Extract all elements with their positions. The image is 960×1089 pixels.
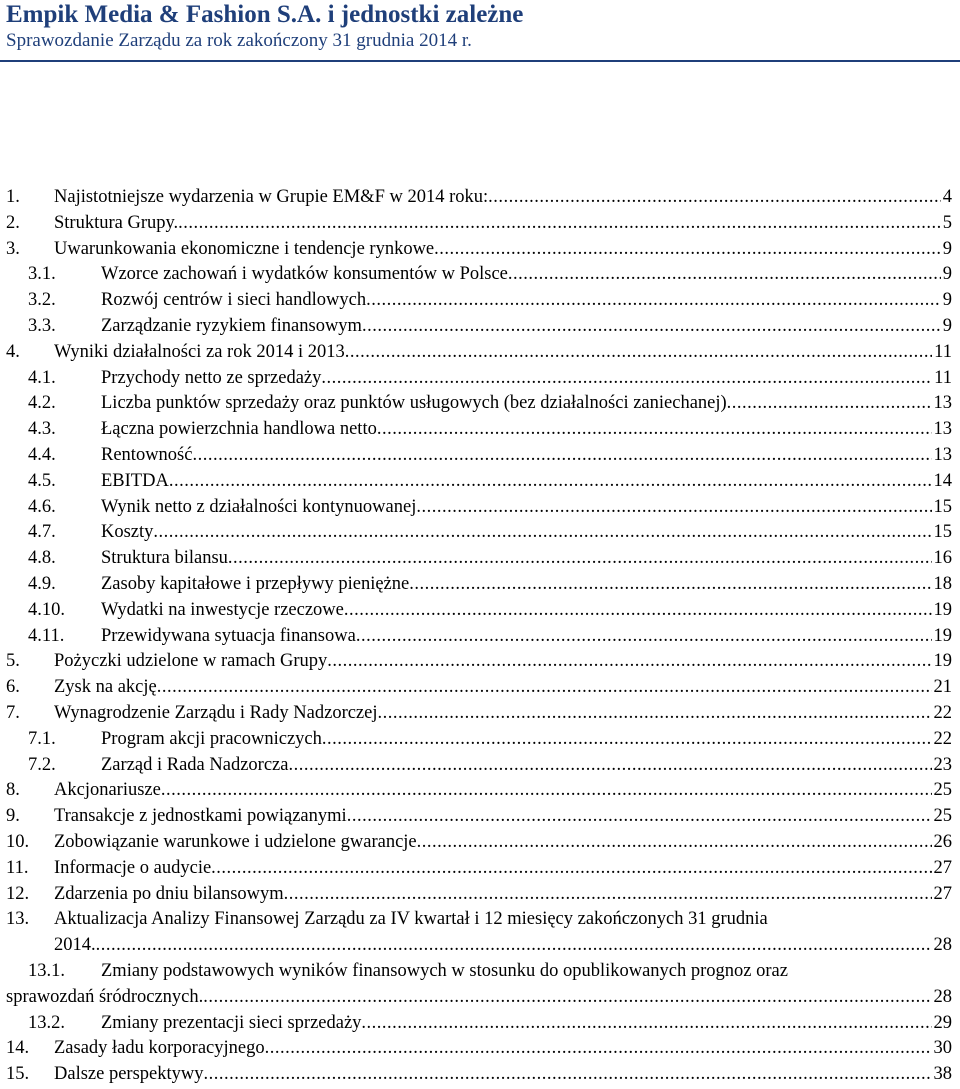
toc-entry-page: 15 — [933, 496, 952, 517]
toc-entry-title: Przewidywana sytuacja finansowa — [101, 625, 356, 646]
toc-entry-row — [6, 985, 952, 1011]
toc-entry-row — [101, 572, 952, 598]
toc-entry[interactable] — [0, 443, 960, 469]
toc-entry-number: 3. — [6, 238, 20, 259]
toc-entry[interactable] — [0, 1062, 960, 1088]
toc-entry-page: 9 — [942, 264, 952, 285]
toc-entry-number: 10. — [6, 831, 30, 852]
toc-entry-number: 3.1. — [28, 264, 56, 285]
toc-entry-number: 1. — [6, 187, 20, 207]
toc-entry-row — [54, 804, 952, 830]
toc-leader-dots — [378, 701, 932, 727]
toc-entry-number: 7.1. — [28, 728, 56, 749]
toc-leader-dots — [178, 211, 941, 237]
toc-entry-title: Transakcje z jednostkami powiązanymi — [54, 806, 347, 827]
toc-leader-dots — [434, 237, 941, 263]
toc-entry-row — [101, 443, 952, 469]
toc-entry-title: EBITDA — [101, 470, 169, 491]
toc-entry-row — [54, 1062, 952, 1088]
toc-entry-row — [54, 1036, 952, 1062]
toc-entry[interactable] — [0, 546, 960, 572]
toc-entry-page: 38 — [933, 1064, 952, 1085]
toc-leader-dots — [211, 856, 931, 882]
toc-entry-page: 16 — [933, 548, 952, 569]
toc-entry-row — [54, 649, 952, 675]
toc-entry[interactable] — [0, 520, 960, 546]
toc-entry-page: 28 — [933, 986, 952, 1007]
toc-leader-dots — [508, 262, 941, 288]
toc-leader-dots — [204, 1062, 932, 1088]
toc-entry-page: 27 — [933, 857, 952, 878]
toc-entry-page: 11 — [934, 367, 952, 388]
toc-leader-dots — [288, 753, 931, 779]
toc-entry-title-continued: 2014. — [54, 935, 96, 956]
toc-entry-title: Akcjonariusze — [54, 780, 161, 801]
toc-entry-page: 14 — [933, 470, 952, 491]
toc-entry-page: 5 — [942, 212, 952, 233]
toc-entry-title: Rentowność — [101, 444, 193, 465]
toc-entry[interactable] — [0, 649, 960, 675]
toc-entry[interactable] — [0, 572, 960, 598]
toc-leader-dots — [344, 598, 932, 624]
toc-leader-dots — [409, 572, 931, 598]
toc-leader-dots — [356, 624, 932, 650]
toc-entry-number: 4.5. — [28, 470, 56, 491]
toc-leader-dots — [361, 1011, 931, 1037]
toc-entry[interactable] — [0, 237, 960, 263]
toc-entry-title: Wynik netto z działalności kontynuowanej — [101, 496, 417, 517]
toc-entry-number: 4.1. — [28, 367, 56, 388]
toc-entry-row — [54, 340, 952, 366]
toc-entry-row — [54, 211, 952, 237]
toc-leader-dots — [169, 469, 932, 495]
toc-entry-number: 8. — [6, 780, 20, 801]
toc-entry[interactable] — [0, 959, 960, 985]
toc-entry-number: 9. — [6, 806, 20, 827]
toc-entry-title: Rozwój centrów i sieci handlowych — [101, 290, 367, 311]
toc-entry-row — [101, 959, 952, 985]
toc-entry-title: Wzorce zachowań i wydatków konsumentów w Polsce — [101, 264, 508, 285]
toc-entry-row — [54, 778, 952, 804]
toc-entry-number: 4.8. — [28, 548, 56, 569]
toc-leader-dots — [161, 778, 932, 804]
toc-entry-row — [101, 366, 952, 392]
toc-entry-title: Łączna powierzchnia handlowa netto — [101, 419, 377, 440]
toc-entry-number: 3.3. — [28, 315, 56, 336]
toc-entry-page: 21 — [933, 677, 952, 698]
toc-leader-dots — [203, 985, 931, 1011]
toc-entry[interactable] — [0, 391, 960, 417]
toc-entry[interactable] — [0, 262, 960, 288]
toc-entry-page: 19 — [933, 625, 952, 646]
toc-entry-number: 4.4. — [28, 444, 56, 465]
toc-entry[interactable] — [0, 495, 960, 521]
toc-entry-number: 13.1. — [28, 960, 65, 981]
toc-entry-page: 4 — [942, 187, 952, 207]
toc-entry-number: 13. — [6, 909, 30, 930]
toc-entry[interactable] — [0, 753, 960, 779]
toc-entry-row — [101, 288, 952, 314]
toc-entry-page: 9 — [942, 290, 952, 311]
toc-entry-page: 28 — [933, 935, 952, 956]
toc-entry-page: 15 — [933, 522, 952, 543]
toc-entry-title: Struktura Grupy. — [54, 212, 179, 233]
toc-entry-title: Informacje o audycie — [54, 857, 212, 878]
toc-entry-row — [101, 469, 952, 495]
toc-entry[interactable] — [0, 856, 960, 882]
toc-entry[interactable] — [0, 598, 960, 624]
toc-entry[interactable] — [0, 907, 960, 933]
toc-entry-page: 13 — [933, 393, 952, 414]
toc-leader-dots — [727, 391, 932, 417]
document-header — [6, 0, 956, 52]
toc-leader-dots — [327, 649, 931, 675]
toc-entry-number: 11. — [6, 857, 29, 878]
toc-entry-page: 27 — [933, 883, 952, 904]
toc-entry-title: Zmiany podstawowych wyników finansowych w stosunku do opublikowanych prognoz oraz — [101, 960, 788, 981]
toc-entry-page: 18 — [933, 573, 952, 594]
toc-entry-title: Najistotniejsze wydarzenia w Grupie EM&F w 2014 roku: — [54, 187, 489, 207]
toc-entry-page: 13 — [933, 444, 952, 465]
toc-entry-page: 9 — [942, 315, 952, 336]
toc-entry-number: 4.7. — [28, 522, 56, 543]
toc-leader-dots — [265, 1036, 932, 1062]
toc-entry-number: 13.2. — [28, 1012, 65, 1033]
table-of-contents — [0, 185, 960, 1088]
toc-entry-row — [101, 727, 952, 753]
toc-entry-number: 4. — [6, 341, 20, 362]
toc-entry-title: Program akcji pracowniczych — [101, 728, 322, 749]
toc-entry-row — [101, 417, 952, 443]
toc-entry[interactable] — [0, 1036, 960, 1062]
toc-entry-title: Wyniki działalności za rok 2014 i 2013 — [54, 341, 345, 362]
toc-leader-dots — [416, 495, 931, 521]
toc-entry[interactable] — [0, 366, 960, 392]
toc-entry-page: 25 — [933, 806, 952, 827]
toc-entry-row — [54, 675, 952, 701]
toc-entry-title: Koszty — [101, 522, 154, 543]
toc-entry-number: 2. — [6, 212, 20, 233]
toc-entry-page: 11 — [934, 341, 952, 362]
toc-entry-page: 19 — [933, 651, 952, 672]
toc-entry-row — [54, 830, 952, 856]
toc-entry-page: 22 — [933, 728, 952, 749]
toc-entry-number: 4.6. — [28, 496, 56, 517]
toc-entry-row — [101, 1011, 952, 1037]
toc-leader-dots — [321, 366, 932, 392]
toc-entry-row — [54, 882, 952, 908]
toc-leader-dots — [345, 340, 932, 366]
toc-entry-row — [54, 907, 952, 933]
header-divider — [0, 60, 960, 62]
toc-entry-title: Wydatki na inwestycje rzeczowe — [101, 599, 344, 620]
toc-entry-title: Aktualizacja Analizy Finansowej Zarządu za IV kwartał i 12 miesięcy zakończonych 31 grudnia — [54, 909, 768, 930]
toc-entry-row — [101, 546, 952, 572]
toc-entry-title: Wynagrodzenie Zarządu i Rady Nadzorczej — [54, 702, 378, 723]
toc-entry[interactable] — [0, 727, 960, 753]
toc-entry-row — [54, 701, 952, 727]
toc-entry[interactable] — [0, 701, 960, 727]
toc-leader-dots — [96, 933, 932, 959]
toc-entry-number: 7.2. — [28, 754, 56, 775]
toc-entry-row — [101, 391, 952, 417]
toc-entry-title: Zasoby kapitałowe i przepływy pieniężne — [101, 573, 410, 594]
toc-leader-dots — [228, 546, 932, 572]
toc-leader-dots — [417, 830, 932, 856]
toc-leader-dots — [347, 804, 932, 830]
toc-entry-row — [101, 753, 952, 779]
toc-entry-title: Zdarzenia po dniu bilansowym — [54, 883, 284, 904]
toc-entry-number: 15. — [6, 1064, 30, 1085]
toc-entry[interactable] — [0, 314, 960, 340]
toc-entry-title: Zysk na akcję — [54, 677, 157, 698]
toc-entry[interactable] — [0, 288, 960, 314]
toc-entry-row — [101, 624, 952, 650]
toc-entry-page: 22 — [933, 702, 952, 723]
toc-entry-row — [54, 237, 952, 263]
toc-entry-title: Zasady ładu korporacyjnego — [54, 1038, 265, 1059]
toc-entry-number: 7. — [6, 702, 20, 723]
toc-leader-dots — [192, 443, 931, 469]
toc-entry-continuation[interactable] — [0, 933, 960, 959]
toc-entry-number: 6. — [6, 677, 20, 698]
toc-entry-page: 13 — [933, 419, 952, 440]
toc-entry[interactable] — [0, 830, 960, 856]
toc-entry-row — [54, 933, 952, 959]
toc-entry[interactable] — [0, 417, 960, 443]
toc-entry-title-continued: sprawozdań śródrocznych. — [6, 986, 204, 1007]
toc-entry-title: Liczba punktów sprzedaży oraz punktów usługowych (bez działalności zaniechanej) — [101, 393, 727, 414]
toc-entry-number: 14. — [6, 1038, 30, 1059]
toc-entry-title: Zmiany prezentacji sieci sprzedaży — [101, 1012, 362, 1033]
toc-entry-page: 9 — [942, 238, 952, 259]
toc-entry-title: Dalsze perspektywy — [54, 1064, 204, 1085]
toc-entry-number: 4.3. — [28, 419, 56, 440]
toc-entry[interactable] — [0, 882, 960, 908]
toc-entry-continuation[interactable] — [0, 985, 960, 1011]
toc-leader-dots — [153, 520, 931, 546]
toc-entry-row — [101, 262, 952, 288]
toc-entry[interactable] — [0, 340, 960, 366]
document-title: Empik Media & Fashion S.A. i jednostki zależne — [6, 1, 524, 28]
toc-leader-dots — [377, 417, 932, 443]
toc-leader-dots — [488, 185, 941, 211]
toc-entry-number: 12. — [6, 883, 30, 904]
toc-entry-number: 4.9. — [28, 573, 56, 594]
toc-entry-page: 19 — [933, 599, 952, 620]
toc-entry[interactable] — [0, 211, 960, 237]
toc-entry-row — [54, 856, 952, 882]
toc-entry-title: Struktura bilansu — [101, 548, 228, 569]
toc-entry-title: Pożyczki udzielone w ramach Grupy — [54, 651, 328, 672]
toc-leader-dots — [322, 727, 932, 753]
toc-entry-title: Zarząd i Rada Nadzorcza — [101, 754, 289, 775]
toc-entry-number: 4.10. — [28, 599, 65, 620]
toc-entry[interactable] — [0, 1011, 960, 1037]
toc-entry-row — [101, 598, 952, 624]
toc-entry-title: Zarządzanie ryzykiem finansowym — [101, 315, 362, 336]
toc-entry-page: 29 — [933, 1012, 952, 1033]
toc-entry-title: Uwarunkowania ekonomiczne i tendencje rynkowe — [54, 238, 435, 259]
toc-entry-number: 4.2. — [28, 393, 56, 414]
toc-entry-row — [101, 314, 952, 340]
toc-entry-row — [101, 495, 952, 521]
toc-entry[interactable] — [0, 778, 960, 804]
toc-entry-page: 26 — [933, 831, 952, 852]
toc-entry-number: 5. — [6, 651, 20, 672]
toc-entry-title: Zobowiązanie warunkowe i udzielone gwarancje — [54, 831, 417, 852]
toc-entry-row — [54, 185, 952, 211]
toc-entry-number: 4.11. — [28, 625, 65, 646]
toc-leader-dots — [157, 675, 932, 701]
toc-leader-dots — [366, 288, 941, 314]
toc-leader-dots — [284, 882, 932, 908]
toc-entry[interactable] — [0, 185, 960, 211]
toc-entry[interactable] — [0, 675, 960, 701]
document-subtitle: Sprawozdanie Zarządu za rok zakończony 31 grudnia 2014 r. — [6, 30, 472, 51]
toc-entry-number: 3.2. — [28, 290, 56, 311]
toc-entry-title: Przychody netto ze sprzedaży — [101, 367, 322, 388]
toc-entry-page: 30 — [933, 1038, 952, 1059]
toc-entry[interactable] — [0, 624, 960, 650]
toc-leader-dots — [362, 314, 941, 340]
toc-entry-page: 23 — [933, 754, 952, 775]
toc-entry-page: 25 — [933, 780, 952, 801]
toc-entry-row — [101, 520, 952, 546]
toc-entry[interactable] — [0, 469, 960, 495]
toc-entry[interactable] — [0, 804, 960, 830]
